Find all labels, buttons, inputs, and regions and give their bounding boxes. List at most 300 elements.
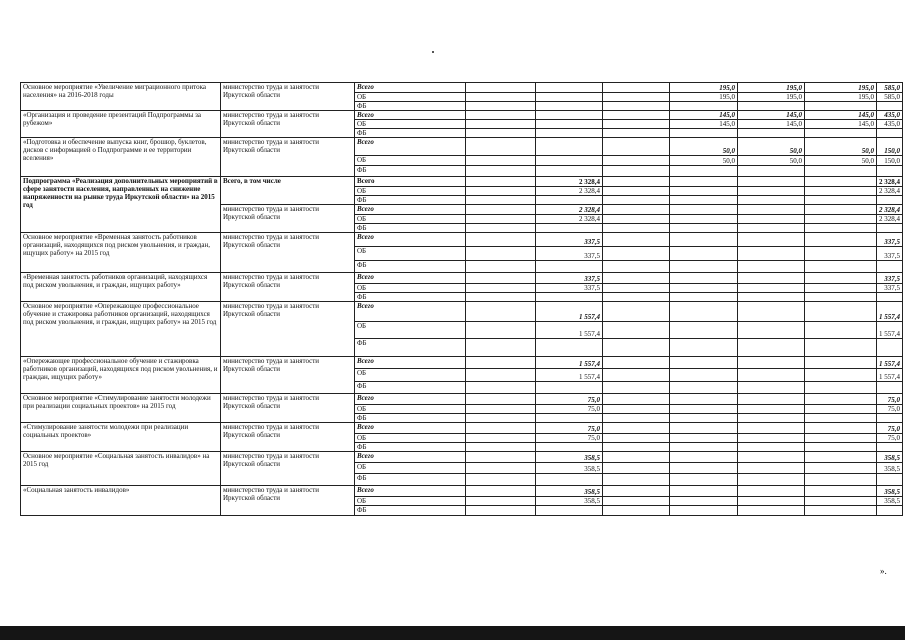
amount-cell: [603, 434, 670, 443]
amount-cell: [466, 102, 536, 111]
amount-cell: [466, 394, 536, 405]
amount-cell: [738, 224, 805, 233]
amount-cell: 585,0: [877, 93, 903, 102]
amount-cell: [738, 215, 805, 224]
amount-cell: [738, 497, 805, 506]
amount-cell: [466, 452, 536, 463]
amount-cell: [466, 322, 536, 339]
amount-cell: [536, 129, 603, 138]
amount-cell: [738, 339, 805, 357]
amount-cell: [877, 129, 903, 138]
amount-cell: [738, 405, 805, 414]
table-row: [21, 486, 903, 497]
amount-cell: 145,0: [805, 111, 877, 120]
amount-cell: [805, 129, 877, 138]
executor-cell: Всего, в том числе: [221, 177, 355, 205]
amount-cell: [877, 339, 903, 357]
budget-table: [20, 82, 903, 516]
executor-cell: министерство труда и занятости Иркутской области: [221, 394, 355, 423]
funding-source-cell: Всего: [355, 138, 466, 156]
measure-name-cell: Основное мероприятие «Социальная занятость инвалидов» на 2015 год: [21, 452, 221, 486]
amount-cell: [536, 196, 603, 205]
amount-cell: [603, 394, 670, 405]
amount-cell: [603, 423, 670, 434]
amount-cell: [670, 506, 738, 516]
amount-cell: [670, 205, 738, 215]
amount-cell: 2 328,4: [877, 205, 903, 215]
table-row: [21, 83, 903, 93]
amount-cell: [738, 177, 805, 187]
amount-cell: [603, 247, 670, 261]
amount-cell: [738, 474, 805, 486]
amount-cell: [603, 414, 670, 423]
amount-cell: [805, 357, 877, 369]
amount-cell: [670, 463, 738, 474]
amount-cell: 337,5: [536, 247, 603, 261]
amount-cell: [603, 224, 670, 233]
amount-cell: 435,0: [877, 111, 903, 120]
table-row: [21, 138, 903, 156]
funding-source-cell: ФБ: [355, 339, 466, 357]
amount-cell: [738, 394, 805, 405]
table-row: [21, 111, 903, 120]
amount-cell: [603, 111, 670, 120]
amount-cell: [536, 339, 603, 357]
funding-source-cell: ОБ: [355, 120, 466, 129]
executor-cell: министерство труда и занятости Иркутской области: [221, 233, 355, 273]
amount-cell: [603, 166, 670, 177]
funding-source-cell: ФБ: [355, 129, 466, 138]
amount-cell: [466, 177, 536, 187]
amount-cell: [805, 224, 877, 233]
amount-cell: [466, 434, 536, 443]
amount-cell: [738, 261, 805, 273]
amount-cell: 75,0: [877, 434, 903, 443]
amount-cell: 1 557,4: [877, 357, 903, 369]
amount-cell: [466, 414, 536, 423]
amount-cell: [536, 156, 603, 166]
amount-cell: [805, 102, 877, 111]
amount-cell: [670, 423, 738, 434]
amount-cell: 2 328,4: [536, 187, 603, 196]
funding-source-cell: Всего: [355, 233, 466, 247]
amount-cell: [466, 506, 536, 516]
amount-cell: [738, 293, 805, 302]
amount-cell: 337,5: [877, 273, 903, 284]
amount-cell: [670, 443, 738, 452]
amount-cell: [738, 452, 805, 463]
amount-cell: 50,0: [738, 138, 805, 156]
funding-source-cell: Всего: [355, 486, 466, 497]
amount-cell: [670, 293, 738, 302]
amount-cell: [603, 156, 670, 166]
amount-cell: [805, 339, 877, 357]
funding-source-cell: ФБ: [355, 414, 466, 423]
amount-cell: [670, 394, 738, 405]
amount-cell: [670, 261, 738, 273]
amount-cell: [603, 120, 670, 129]
amount-cell: [536, 102, 603, 111]
amount-cell: [670, 302, 738, 322]
amount-cell: [670, 405, 738, 414]
amount-cell: [805, 284, 877, 293]
amount-cell: [466, 205, 536, 215]
amount-cell: [805, 166, 877, 177]
amount-cell: [805, 463, 877, 474]
table-row: [21, 177, 903, 187]
amount-cell: [877, 382, 903, 394]
executor-cell: министерство труда и занятости Иркутской области: [221, 83, 355, 111]
measure-name-cell: Основное мероприятие «Увеличение миграционного притока населения» на 2016-2018 годы: [21, 83, 221, 111]
executor-cell: министерство труда и занятости Иркутской области: [221, 452, 355, 486]
amount-cell: [670, 196, 738, 205]
amount-cell: [466, 261, 536, 273]
table-row: [21, 423, 903, 434]
amount-cell: [466, 369, 536, 382]
amount-cell: [670, 284, 738, 293]
amount-cell: 1 557,4: [877, 369, 903, 382]
amount-cell: [466, 423, 536, 434]
amount-cell: [536, 293, 603, 302]
funding-source-cell: ФБ: [355, 166, 466, 177]
amount-cell: [805, 414, 877, 423]
amount-cell: [466, 382, 536, 394]
amount-cell: [738, 414, 805, 423]
amount-cell: 358,5: [536, 497, 603, 506]
amount-cell: [466, 443, 536, 452]
table-row: [21, 394, 903, 405]
amount-cell: [466, 273, 536, 284]
funding-source-cell: ОБ: [355, 187, 466, 196]
amount-cell: 1 557,4: [536, 369, 603, 382]
amount-cell: [466, 129, 536, 138]
amount-cell: [877, 506, 903, 516]
funding-source-cell: ОБ: [355, 284, 466, 293]
amount-cell: 2 328,4: [877, 177, 903, 187]
amount-cell: [670, 434, 738, 443]
amount-cell: [603, 215, 670, 224]
amount-cell: [738, 129, 805, 138]
amount-cell: [805, 382, 877, 394]
amount-cell: 358,5: [536, 452, 603, 463]
amount-cell: [805, 506, 877, 516]
amount-cell: [877, 443, 903, 452]
amount-cell: [603, 357, 670, 369]
amount-cell: 337,5: [536, 284, 603, 293]
budget-table-body: [21, 83, 903, 516]
amount-cell: 75,0: [877, 423, 903, 434]
amount-cell: [805, 497, 877, 506]
amount-cell: [466, 284, 536, 293]
amount-cell: 1 557,4: [536, 357, 603, 369]
amount-cell: 337,5: [536, 233, 603, 247]
amount-cell: [670, 273, 738, 284]
amount-cell: [805, 273, 877, 284]
executor-cell: министерство труда и занятости Иркутской области: [221, 486, 355, 516]
amount-cell: 50,0: [670, 138, 738, 156]
amount-cell: [466, 339, 536, 357]
amount-cell: [466, 156, 536, 166]
amount-cell: [670, 247, 738, 261]
funding-source-cell: Всего: [355, 205, 466, 215]
funding-source-cell: ФБ: [355, 261, 466, 273]
amount-cell: [603, 261, 670, 273]
amount-cell: [805, 443, 877, 452]
measure-name-cell: «Временная занятость работников организаций, находящихся под риском увольнения, и граждан, ищущих работу»: [21, 273, 221, 302]
amount-cell: 435,0: [877, 120, 903, 129]
amount-cell: 145,0: [805, 120, 877, 129]
amount-cell: 358,5: [536, 486, 603, 497]
amount-cell: 1 557,4: [877, 302, 903, 322]
amount-cell: 75,0: [536, 394, 603, 405]
amount-cell: [805, 233, 877, 247]
table-row: [21, 357, 903, 369]
amount-cell: [603, 102, 670, 111]
amount-cell: [738, 273, 805, 284]
amount-cell: [603, 405, 670, 414]
amount-cell: [805, 405, 877, 414]
amount-cell: [466, 247, 536, 261]
amount-cell: [603, 463, 670, 474]
amount-cell: [670, 486, 738, 497]
funding-source-cell: Всего: [355, 302, 466, 322]
executor-cell: министерство труда и занятости Иркутской области: [221, 273, 355, 302]
funding-source-cell: Всего: [355, 111, 466, 120]
amount-cell: [603, 273, 670, 284]
amount-cell: 2 328,4: [536, 177, 603, 187]
funding-source-cell: ОБ: [355, 463, 466, 474]
amount-cell: [738, 205, 805, 215]
amount-cell: [603, 474, 670, 486]
table-row: [21, 302, 903, 322]
amount-cell: [738, 423, 805, 434]
amount-cell: [877, 196, 903, 205]
amount-cell: [466, 224, 536, 233]
amount-cell: 2 328,4: [536, 215, 603, 224]
executor-cell: министерство труда и занятости Иркутской области: [221, 423, 355, 452]
amount-cell: [738, 322, 805, 339]
measure-name-cell: «Организация и проведение презентаций Подпрограммы за рубежом»: [21, 111, 221, 138]
amount-cell: [805, 196, 877, 205]
funding-source-cell: ОБ: [355, 322, 466, 339]
amount-cell: [805, 434, 877, 443]
amount-cell: [805, 394, 877, 405]
amount-cell: [738, 166, 805, 177]
amount-cell: [670, 166, 738, 177]
amount-cell: 1 557,4: [536, 322, 603, 339]
funding-source-cell: ОБ: [355, 434, 466, 443]
measure-name-cell: «Подготовка и обеспечение выпуска книг, брошюр, буклетов, дисков с информацией о Подпрограмме и ее территории вселения»: [21, 138, 221, 177]
amount-cell: [466, 83, 536, 93]
amount-cell: 50,0: [670, 156, 738, 166]
funding-source-cell: Всего: [355, 83, 466, 93]
funding-source-cell: Всего: [355, 273, 466, 284]
amount-cell: [738, 434, 805, 443]
funding-source-cell: Всего: [355, 452, 466, 463]
executor-cell: министерство труда и занятости Иркутской области: [221, 138, 355, 177]
amount-cell: [805, 423, 877, 434]
amount-cell: 75,0: [536, 423, 603, 434]
amount-cell: [670, 452, 738, 463]
amount-cell: [670, 382, 738, 394]
amount-cell: 195,0: [805, 83, 877, 93]
amount-cell: [738, 284, 805, 293]
amount-cell: [670, 414, 738, 423]
amount-cell: [805, 293, 877, 302]
amount-cell: [603, 177, 670, 187]
amount-cell: [603, 443, 670, 452]
amount-cell: [603, 129, 670, 138]
amount-cell: 1 557,4: [877, 322, 903, 339]
amount-cell: [805, 302, 877, 322]
amount-cell: [670, 233, 738, 247]
amount-cell: 358,5: [877, 497, 903, 506]
amount-cell: [466, 486, 536, 497]
amount-cell: 50,0: [805, 138, 877, 156]
amount-cell: 50,0: [805, 156, 877, 166]
amount-cell: [877, 102, 903, 111]
amount-cell: [466, 293, 536, 302]
amount-cell: 195,0: [670, 83, 738, 93]
amount-cell: [603, 382, 670, 394]
amount-cell: [603, 138, 670, 156]
measure-name-cell: «Социальная занятость инвалидов»: [21, 486, 221, 516]
funding-source-cell: ФБ: [355, 506, 466, 516]
amount-cell: 150,0: [877, 156, 903, 166]
amount-cell: 2 328,4: [536, 205, 603, 215]
amount-cell: [536, 506, 603, 516]
amount-cell: [466, 405, 536, 414]
amount-cell: 358,5: [536, 463, 603, 474]
amount-cell: [738, 486, 805, 497]
amount-cell: 337,5: [877, 233, 903, 247]
funding-source-cell: ОБ: [355, 156, 466, 166]
measure-name-cell: Основное мероприятие «Временная занятость работников организаций, находящихся под риском увольнения, и граждан, ищущих работу» на 2015 год: [21, 233, 221, 273]
executor-cell: министерство труда и занятости Иркутской области: [221, 111, 355, 138]
amount-cell: 145,0: [738, 120, 805, 129]
scan-bottom-edge: [0, 626, 905, 640]
amount-cell: [738, 196, 805, 205]
amount-cell: [603, 322, 670, 339]
amount-cell: [466, 187, 536, 196]
amount-cell: 195,0: [738, 83, 805, 93]
amount-cell: [805, 452, 877, 463]
amount-cell: [536, 443, 603, 452]
funding-source-cell: Всего: [355, 177, 466, 187]
amount-cell: [466, 138, 536, 156]
amount-cell: [738, 302, 805, 322]
funding-source-cell: ФБ: [355, 443, 466, 452]
amount-cell: [738, 443, 805, 452]
amount-cell: [877, 224, 903, 233]
amount-cell: [603, 83, 670, 93]
amount-cell: [877, 474, 903, 486]
amount-cell: 145,0: [670, 120, 738, 129]
amount-cell: 195,0: [805, 93, 877, 102]
amount-cell: [738, 233, 805, 247]
amount-cell: [466, 463, 536, 474]
amount-cell: [670, 129, 738, 138]
amount-cell: 145,0: [670, 111, 738, 120]
amount-cell: [805, 369, 877, 382]
funding-source-cell: ОБ: [355, 215, 466, 224]
amount-cell: [877, 166, 903, 177]
amount-cell: [536, 138, 603, 156]
amount-cell: [738, 463, 805, 474]
amount-cell: [466, 497, 536, 506]
amount-cell: [536, 111, 603, 120]
table-row: [21, 452, 903, 463]
funding-source-cell: ФБ: [355, 102, 466, 111]
amount-cell: 75,0: [877, 394, 903, 405]
amount-cell: [536, 120, 603, 129]
amount-cell: 2 328,4: [877, 187, 903, 196]
amount-cell: [466, 196, 536, 205]
scan-speck: [432, 51, 434, 53]
amount-cell: 1 557,4: [536, 302, 603, 322]
amount-cell: 195,0: [738, 93, 805, 102]
amount-cell: 2 328,4: [877, 215, 903, 224]
amount-cell: [466, 357, 536, 369]
amount-cell: [805, 474, 877, 486]
amount-cell: [466, 93, 536, 102]
amount-cell: 358,5: [877, 486, 903, 497]
measure-name-cell: Основное мероприятие «Опережающее профессиональное обучение и стажировка работников организаций, находящихся под риском увольнения, и граждан, ищущих работу» на 2015 год: [21, 302, 221, 357]
page-end-mark: ».: [880, 566, 887, 576]
amount-cell: [536, 83, 603, 93]
funding-source-cell: ОБ: [355, 93, 466, 102]
amount-cell: [536, 414, 603, 423]
amount-cell: [670, 215, 738, 224]
amount-cell: [466, 111, 536, 120]
amount-cell: [603, 187, 670, 196]
amount-cell: [466, 215, 536, 224]
amount-cell: [670, 474, 738, 486]
amount-cell: [603, 339, 670, 357]
amount-cell: 195,0: [670, 93, 738, 102]
amount-cell: [536, 474, 603, 486]
amount-cell: [670, 369, 738, 382]
amount-cell: [603, 284, 670, 293]
amount-cell: [536, 166, 603, 177]
amount-cell: [805, 247, 877, 261]
amount-cell: 145,0: [738, 111, 805, 120]
executor-cell: министерство труда и занятости Иркутской области: [221, 357, 355, 394]
funding-source-cell: ФБ: [355, 293, 466, 302]
amount-cell: [670, 497, 738, 506]
amount-cell: [877, 261, 903, 273]
funding-source-cell: ОБ: [355, 369, 466, 382]
amount-cell: 75,0: [536, 434, 603, 443]
amount-cell: [738, 102, 805, 111]
funding-source-cell: Всего: [355, 394, 466, 405]
amount-cell: [603, 196, 670, 205]
amount-cell: [670, 177, 738, 187]
measure-name-cell: «Опережающее профессиональное обучение и стажировка работников организаций, находящихся под риском увольнения, и граждан, ищущих работу»: [21, 357, 221, 394]
amount-cell: [603, 205, 670, 215]
table-row: [21, 273, 903, 284]
table-row: [21, 233, 903, 247]
measure-name-cell: Подпрограмма «Реализация дополнительных мероприятий в сфере занятости населения, направленных на снижение напряженности на рынке труда Иркутской области» на 2015 год: [21, 177, 221, 233]
measure-name-cell: Основное мероприятие «Стимулирование занятости молодежи при реализации социальных проектов» на 2015 год: [21, 394, 221, 423]
funding-source-cell: ФБ: [355, 224, 466, 233]
amount-cell: [603, 497, 670, 506]
funding-source-cell: ФБ: [355, 382, 466, 394]
amount-cell: 337,5: [877, 284, 903, 293]
amount-cell: [670, 224, 738, 233]
amount-cell: [536, 382, 603, 394]
amount-cell: 75,0: [536, 405, 603, 414]
